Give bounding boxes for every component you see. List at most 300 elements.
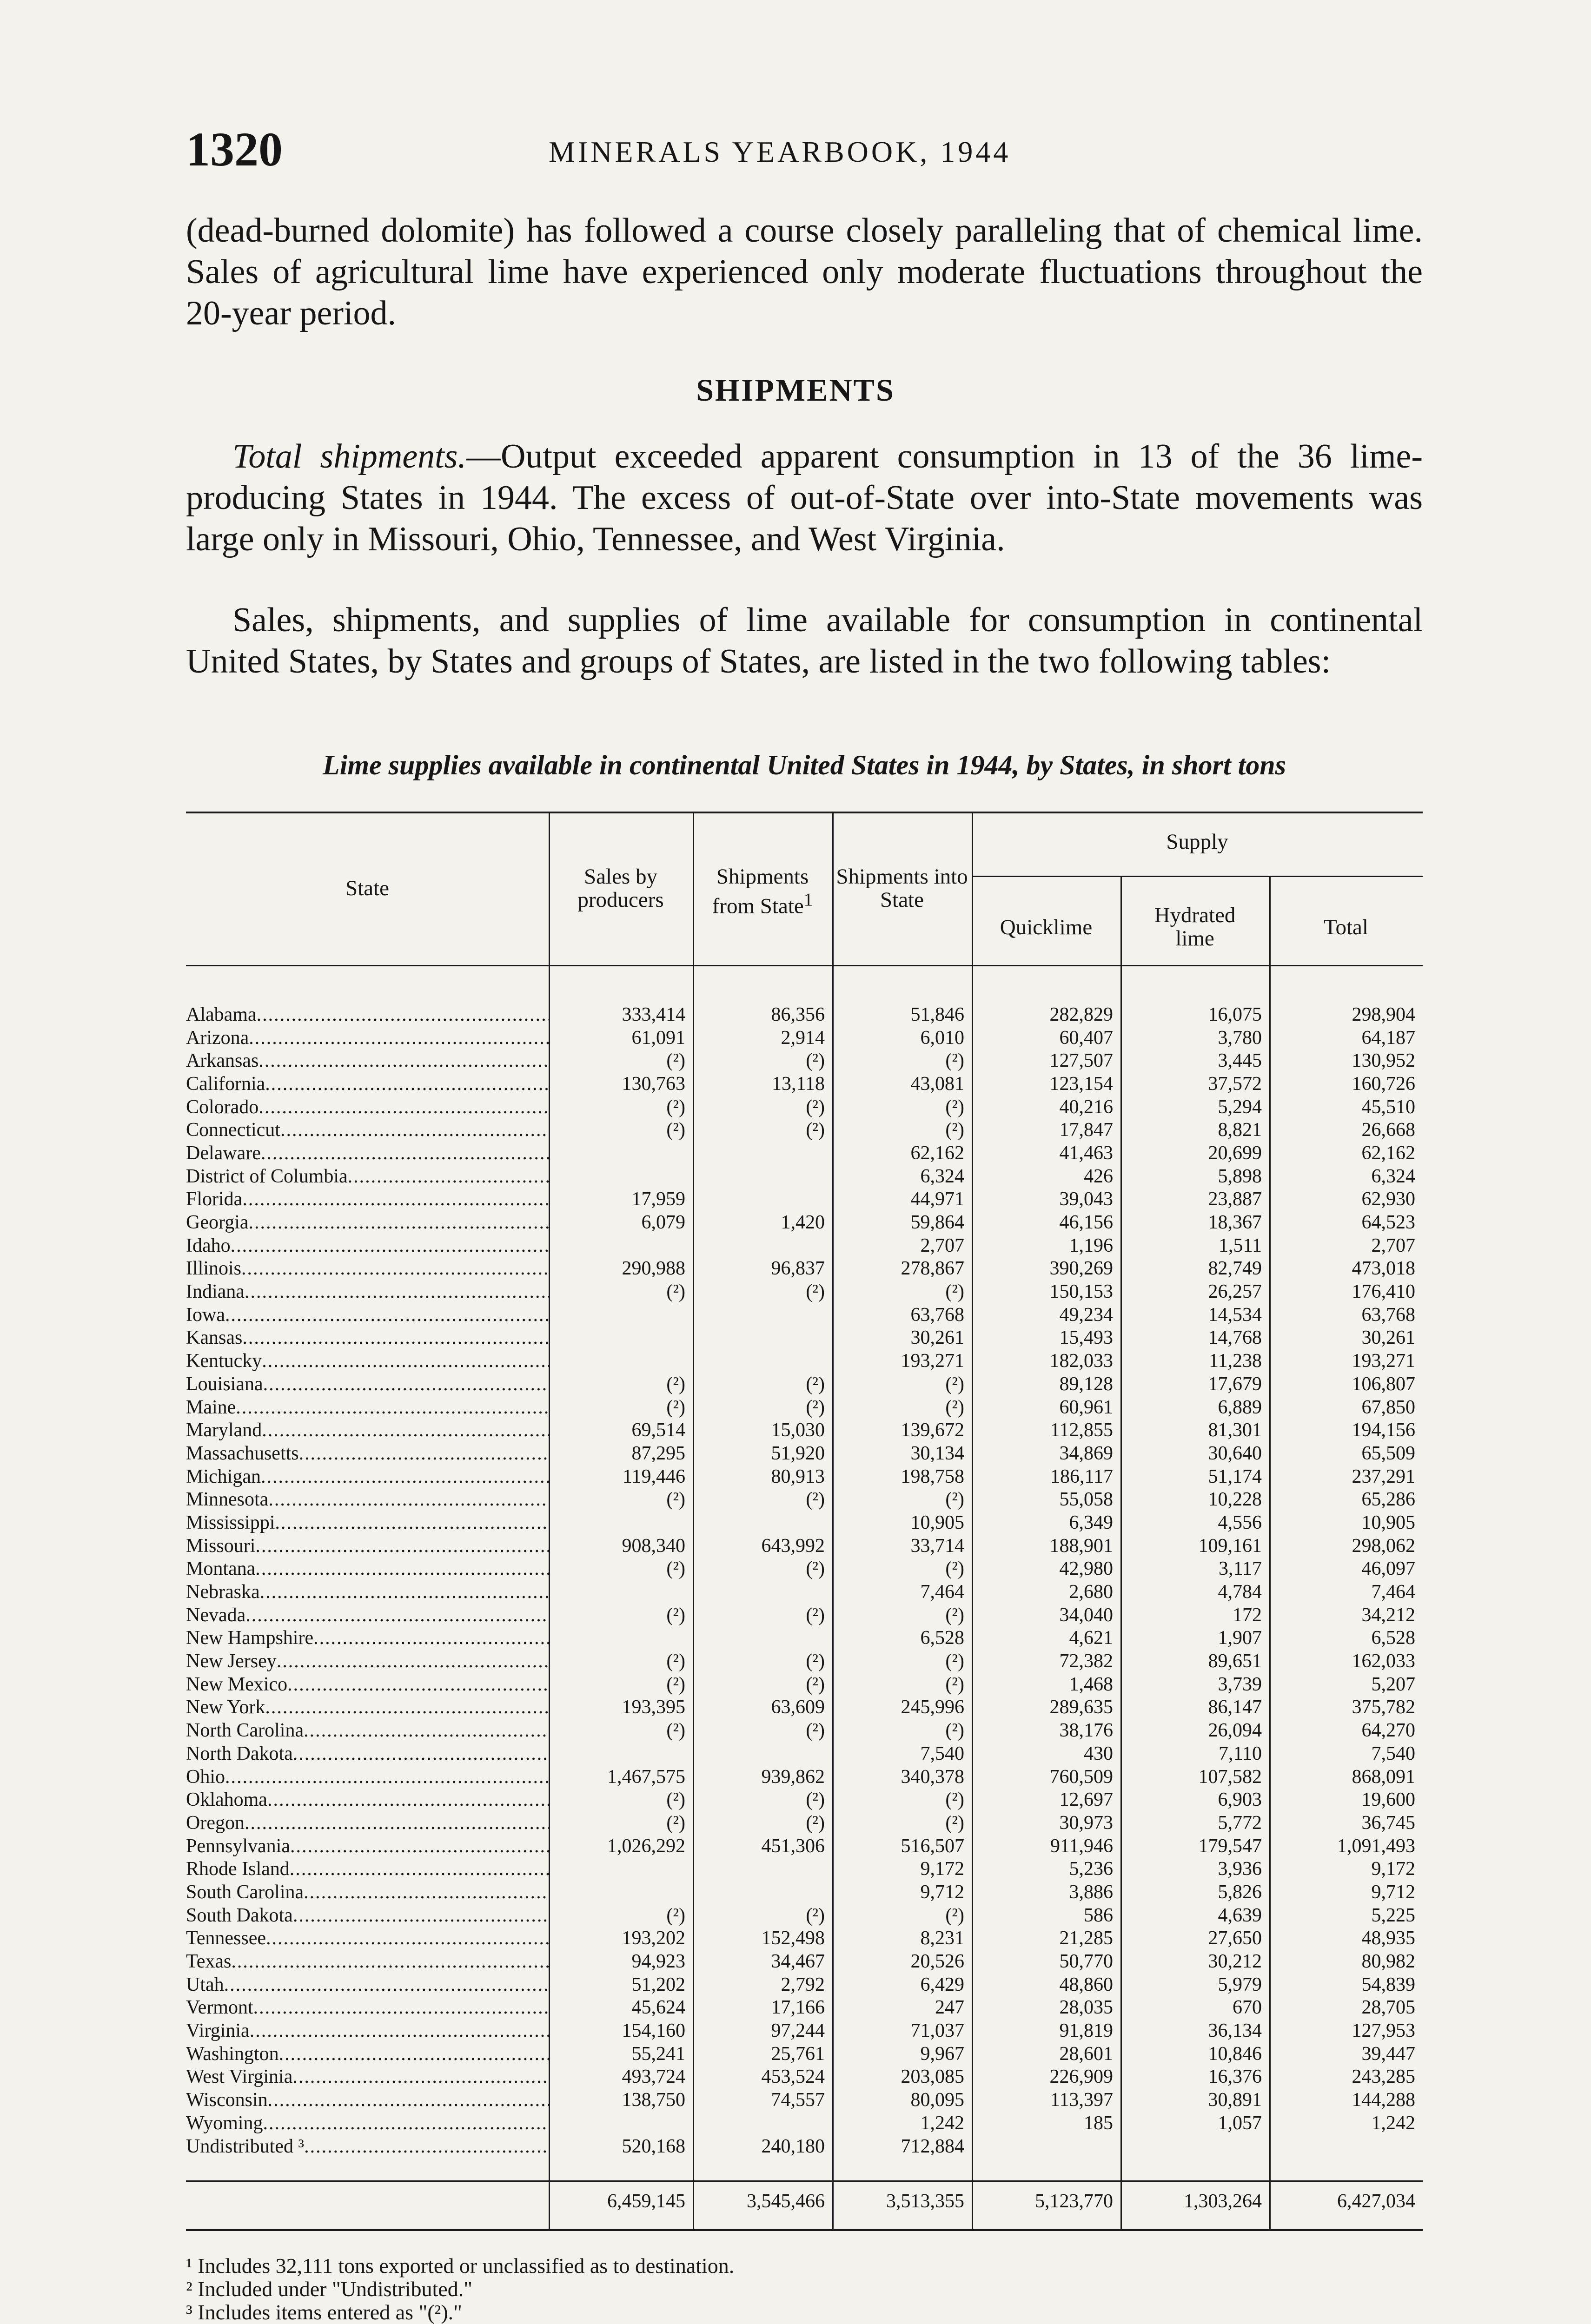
state-cell: Missouri ..... <box>186 1535 549 1557</box>
table-row <box>186 1742 1423 1765</box>
hydrated-cell: 670 <box>1233 1997 1262 2019</box>
hydrated-cell: 5,826 <box>1218 1881 1262 1903</box>
hydrated-cell: 86,147 <box>1208 1697 1262 1718</box>
state-cell: Arizona ..... <box>186 1027 549 1049</box>
table-row <box>186 1811 1423 1835</box>
state-cell: Maryland ..... <box>186 1419 549 1441</box>
hydrated-cell: 26,094 <box>1208 1720 1262 1742</box>
total-cell: 176,410 <box>1352 1281 1415 1303</box>
sales-cell: (²) <box>666 1281 685 1303</box>
total-cell: 80,982 <box>1361 1951 1415 1973</box>
quicklime-cell: 34,040 <box>1059 1604 1113 1626</box>
shipments-from-cell: 17,166 <box>771 1997 825 2019</box>
hydrated-cell: 5,294 <box>1218 1096 1262 1118</box>
total-cell: 9,712 <box>1371 1881 1415 1903</box>
sales-cell: 493,724 <box>622 2066 685 2088</box>
shipments-from-cell: 1,420 <box>781 1212 825 1234</box>
shipments-from-cell: 80,913 <box>771 1466 825 1487</box>
total-cell: 375,782 <box>1352 1697 1415 1718</box>
table-row <box>186 2019 1423 2042</box>
state-cell: Minnesota ..... <box>186 1488 549 1511</box>
header-shipments-from <box>695 865 830 918</box>
table-row <box>186 1465 1423 1488</box>
total-cell: 243,285 <box>1352 2066 1415 2088</box>
table-row <box>186 2112 1423 2135</box>
sales-cell: (²) <box>666 1904 685 1926</box>
shipments-into-cell: 8,231 <box>920 1928 964 1949</box>
sales-cell: 1,026,292 <box>607 1835 685 1857</box>
hydrated-cell: 30,891 <box>1208 2089 1262 2111</box>
shipments-into-cell: 7,464 <box>920 1581 964 1603</box>
state-cell: Utah ..... <box>186 1974 549 1996</box>
total-cell: 46,097 <box>1361 1558 1415 1580</box>
table-row <box>186 1488 1423 1511</box>
shipments-into-cell: (²) <box>945 1604 964 1626</box>
hydrated-cell: 10,846 <box>1208 2043 1262 2065</box>
table-row <box>186 1511 1423 1534</box>
shipments-into-cell: 7,540 <box>920 1743 964 1764</box>
table-row <box>186 1280 1423 1303</box>
total-cell: 19,600 <box>1361 1789 1415 1811</box>
state-cell: Georgia ..... <box>186 1211 549 1234</box>
sales-cell: 154,160 <box>622 2020 685 2042</box>
total-cell: 162,033 <box>1352 1651 1415 1672</box>
shipments-into-cell: (²) <box>945 1558 964 1580</box>
supply-rule <box>972 876 1423 877</box>
shipments-into-cell: (²) <box>945 1651 964 1672</box>
totals-row <box>186 2187 1423 2215</box>
hydrated-cell: 23,887 <box>1208 1188 1262 1210</box>
table-row <box>186 1118 1423 1142</box>
quicklime-cell: 6,349 <box>1069 1512 1113 1533</box>
sales-cell: 45,624 <box>631 1997 685 2019</box>
state-cell: Delaware ..... <box>186 1142 549 1164</box>
quicklime-cell: 760,509 <box>1049 1766 1113 1788</box>
shipments-from-cell: 15,030 <box>771 1419 825 1441</box>
quicklime-cell: 38,176 <box>1059 1720 1113 1742</box>
shipments-from-cell: (²) <box>806 1119 825 1141</box>
lime-supply-table <box>186 812 1423 2234</box>
quicklime-cell: 28,035 <box>1059 1997 1113 2019</box>
table-row <box>186 1142 1423 1165</box>
table-body <box>186 1003 1423 2158</box>
total-cell: 64,270 <box>1361 1720 1415 1742</box>
table-row <box>186 1927 1423 1950</box>
state-cell: Nebraska ..... <box>186 1581 549 1603</box>
quicklime-cell: 390,269 <box>1049 1258 1113 1280</box>
table-row <box>186 1788 1423 1811</box>
total-cell: 62,930 <box>1361 1188 1415 1210</box>
state-cell: Alabama ..... <box>186 1004 549 1026</box>
total-cell: 39,447 <box>1361 2043 1415 2065</box>
table-row <box>186 1026 1423 1050</box>
hydrated-cell: 1,907 <box>1218 1627 1262 1649</box>
hydrated-cell: 6,889 <box>1218 1396 1262 1418</box>
hydrated-cell: 11,238 <box>1209 1350 1262 1372</box>
shipments-into-cell: 71,037 <box>910 2020 964 2042</box>
shipments-from-cell: 13,118 <box>772 1073 825 1095</box>
sales-cell: 94,923 <box>631 1951 685 1973</box>
total-cell: 45,510 <box>1361 1096 1415 1118</box>
sales-cell: (²) <box>666 1673 685 1695</box>
quicklime-cell: 112,855 <box>1050 1419 1113 1441</box>
shipments-into-cell: 33,714 <box>910 1535 964 1557</box>
table-row <box>186 1003 1423 1026</box>
sales-cell: 138,750 <box>622 2089 685 2111</box>
sales-cell: 520,168 <box>622 2135 685 2157</box>
shipments-into-cell: (²) <box>945 1396 964 1418</box>
quicklime-cell: 430 <box>1084 1743 1113 1764</box>
sales-cell: 908,340 <box>622 1535 685 1557</box>
total-cell: 26,668 <box>1361 1119 1415 1141</box>
hydrated-cell: 107,582 <box>1198 1766 1262 1788</box>
quicklime-cell: 41,463 <box>1059 1142 1113 1164</box>
total-cell: 1,091,493 <box>1337 1835 1415 1857</box>
total-total: 6,427,034 <box>1337 2191 1415 2212</box>
quicklime-cell: 1,196 <box>1069 1235 1113 1256</box>
header-bottom-rule <box>186 965 1423 966</box>
table-row <box>186 1049 1423 1072</box>
sales-cell: (²) <box>666 1396 685 1418</box>
sales-cell: 193,202 <box>622 1928 685 1949</box>
shipments-from-cell: 240,180 <box>761 2135 825 2157</box>
table-row <box>186 1211 1423 1234</box>
shipments-from-cell: (²) <box>806 1096 825 1118</box>
table-row <box>186 1604 1423 1627</box>
sales-cell: (²) <box>666 1789 685 1811</box>
state-cell: Nevada ..... <box>186 1604 549 1626</box>
quicklime-cell: 60,961 <box>1059 1396 1113 1418</box>
state-cell: Washington ..... <box>186 2043 549 2065</box>
shipments-into-cell: 1,242 <box>920 2112 964 2134</box>
state-cell: Virginia ..... <box>186 2020 549 2042</box>
footnote-3: ³ Includes items entered as "(²)." <box>186 2300 462 2324</box>
sales-cell: (²) <box>666 1558 685 1580</box>
quicklime-cell: 5,236 <box>1069 1858 1113 1880</box>
total-cell: 62,162 <box>1361 1142 1415 1164</box>
shipments-from-cell: 51,920 <box>771 1442 825 1464</box>
sales-cell: 87,295 <box>631 1442 685 1464</box>
table-row <box>186 1096 1423 1119</box>
hydrated-cell: 14,768 <box>1208 1327 1262 1349</box>
total-quicklime: 5,123,770 <box>1035 2191 1113 2212</box>
state-cell: District of Columbia ..... <box>186 1165 549 1188</box>
table-row <box>186 1072 1423 1096</box>
state-cell: North Carolina ..... <box>186 1719 549 1742</box>
quicklime-cell: 1,468 <box>1069 1673 1113 1695</box>
state-cell: Oklahoma ..... <box>186 1789 549 1811</box>
shipments-into-cell: (²) <box>945 1720 964 1742</box>
shipments-into-cell: 139,672 <box>901 1419 964 1441</box>
paragraph-text: —Output exceeded apparent consumption in 13 of the 36 lime-producing States in 1944. The excess of out-of-State over into-State movements was large only in Missouri, Ohio, Tennessee, and West Virginia. <box>186 437 1423 558</box>
hydrated-cell: 3,780 <box>1218 1027 1262 1049</box>
state-cell: Rhode Island ..... <box>186 1858 549 1880</box>
paragraph-sales: Sales, shipments, and supplies of lime available for consumption in continental United States, by States and groups of States, are listed in the two following tables: <box>186 601 1423 680</box>
hydrated-cell: 6,903 <box>1218 1789 1262 1811</box>
shipments-from-cell: (²) <box>806 1789 825 1811</box>
quicklime-cell: 113,397 <box>1050 2089 1113 2111</box>
state-cell: Florida ..... <box>186 1188 549 1210</box>
table-row <box>186 1558 1423 1581</box>
table-row <box>186 1857 1423 1881</box>
sales-cell: (²) <box>666 1119 685 1141</box>
sales-cell: 193,395 <box>622 1697 685 1718</box>
total-cell: 63,768 <box>1361 1304 1415 1326</box>
sales-cell: (²) <box>666 1373 685 1395</box>
shipments-from-cell: 643,992 <box>761 1535 825 1557</box>
state-cell: Ohio ..... <box>186 1766 549 1788</box>
shipments-from-cell: (²) <box>806 1604 825 1626</box>
total-sales: 6,459,145 <box>607 2191 685 2212</box>
sales-cell: (²) <box>666 1604 685 1626</box>
total-cell: 10,905 <box>1361 1512 1415 1533</box>
quicklime-cell: 39,043 <box>1059 1188 1113 1210</box>
state-cell: Wyoming ..... <box>186 2112 549 2134</box>
total-cell: 2,707 <box>1371 1235 1415 1256</box>
table-row <box>186 1442 1423 1465</box>
table-row <box>186 1950 1423 1973</box>
quicklime-cell: 586 <box>1084 1904 1113 1926</box>
sales-cell: (²) <box>666 1050 685 1072</box>
total-cell: 473,018 <box>1352 1258 1415 1280</box>
header-supply: Supply <box>1166 830 1228 854</box>
sales-cell: (²) <box>666 1720 685 1742</box>
running-title: MINERALS YEARBOOK, 1944 <box>549 135 1011 168</box>
table-row <box>186 2088 1423 2112</box>
quicklime-cell: 30,973 <box>1059 1812 1113 1834</box>
header-shipments-into: Shipments into State <box>836 865 968 912</box>
state-cell: Idaho ..... <box>186 1235 549 1257</box>
shipments-from-cell: (²) <box>806 1281 825 1303</box>
table-row <box>186 1303 1423 1327</box>
shipments-into-cell: (²) <box>945 1281 964 1303</box>
header-total: Total <box>1324 915 1368 939</box>
total-cell: 7,464 <box>1371 1581 1415 1603</box>
shipments-into-cell: 6,010 <box>920 1027 964 1049</box>
shipments-into-cell: 516,507 <box>901 1835 964 1857</box>
quicklime-cell: 34,869 <box>1059 1442 1113 1464</box>
total-cell: 868,091 <box>1352 1766 1415 1788</box>
state-cell: Tennessee ..... <box>186 1927 549 1949</box>
quicklime-cell: 226,909 <box>1049 2066 1113 2088</box>
table-top-rule <box>186 812 1423 813</box>
state-cell: South Dakota ..... <box>186 1904 549 1927</box>
quicklime-cell: 49,234 <box>1059 1304 1113 1326</box>
quicklime-cell: 50,770 <box>1059 1951 1113 1973</box>
shipments-into-cell: 2,707 <box>920 1235 964 1256</box>
shipments-into-cell: 62,162 <box>910 1142 964 1164</box>
quicklime-cell: 282,829 <box>1049 1004 1113 1025</box>
state-cell: North Dakota ..... <box>186 1743 549 1765</box>
hydrated-cell: 4,556 <box>1218 1512 1262 1533</box>
quicklime-cell: 188,901 <box>1049 1535 1113 1557</box>
hydrated-cell: 89,651 <box>1208 1651 1262 1672</box>
shipments-into-cell: 43,081 <box>910 1073 964 1095</box>
shipments-from-cell: 451,306 <box>761 1835 825 1857</box>
hydrated-cell: 5,979 <box>1218 1974 1262 1995</box>
shipments-from-cell: 34,467 <box>771 1951 825 1973</box>
quicklime-cell: 91,819 <box>1059 2020 1113 2042</box>
quicklime-cell: 12,697 <box>1059 1789 1113 1811</box>
total-cell: 30,261 <box>1361 1327 1415 1349</box>
hydrated-cell: 172 <box>1233 1604 1262 1626</box>
table-caption: Lime supplies available in continental United States in 1944, by States, in short tons <box>323 750 1286 780</box>
table-row <box>186 1373 1423 1396</box>
sales-cell: (²) <box>666 1812 685 1834</box>
shipments-from-cell: 63,609 <box>771 1697 825 1718</box>
hydrated-cell: 81,301 <box>1208 1419 1262 1441</box>
total-cell: 298,062 <box>1352 1535 1415 1557</box>
shipments-from-cell: (²) <box>806 1558 825 1580</box>
hydrated-cell: 10,228 <box>1208 1489 1262 1511</box>
total-from: 3,545,466 <box>747 2191 825 2212</box>
table-row <box>186 2042 1423 2066</box>
quicklime-cell: 123,154 <box>1049 1073 1113 1095</box>
total-cell: 144,288 <box>1352 2089 1415 2111</box>
hydrated-cell: 14,534 <box>1208 1304 1262 1326</box>
table-row <box>186 1419 1423 1442</box>
state-cell: Iowa ..... <box>186 1304 549 1326</box>
sales-cell: 69,514 <box>631 1419 685 1441</box>
hydrated-cell: 3,936 <box>1218 1858 1262 1880</box>
state-cell: Arkansas ..... <box>186 1050 549 1072</box>
hydrated-cell: 51,174 <box>1208 1466 1262 1487</box>
sales-cell: 290,988 <box>622 1258 685 1280</box>
state-cell: Mississippi ..... <box>186 1512 549 1534</box>
table-row <box>186 2066 1423 2089</box>
header-quicklime: Quicklime <box>1000 915 1093 939</box>
table-row <box>186 1696 1423 1719</box>
quicklime-cell: 289,635 <box>1049 1697 1113 1718</box>
shipments-into-cell: (²) <box>945 1050 964 1072</box>
state-cell: Louisiana ..... <box>186 1373 549 1395</box>
hydrated-cell: 5,772 <box>1218 1812 1262 1834</box>
quicklime-cell: 3,886 <box>1069 1881 1113 1903</box>
total-cell: 48,935 <box>1361 1928 1415 1949</box>
shipments-from-cell: 453,524 <box>761 2066 825 2088</box>
shipments-from-cell: (²) <box>806 1373 825 1395</box>
shipments-from-cell: (²) <box>806 1720 825 1742</box>
table-row <box>186 1396 1423 1419</box>
shipments-into-cell: (²) <box>945 1812 964 1834</box>
quicklime-cell: 2,680 <box>1069 1581 1113 1603</box>
hydrated-cell: 37,572 <box>1208 1073 1262 1095</box>
quicklime-cell: 127,507 <box>1049 1050 1113 1072</box>
sales-cell: 1,467,575 <box>607 1766 685 1788</box>
quicklime-cell: 89,128 <box>1059 1373 1113 1395</box>
shipments-into-cell: 9,712 <box>920 1881 964 1903</box>
shipments-into-cell: (²) <box>945 1119 964 1141</box>
hydrated-cell: 20,699 <box>1208 1142 1262 1164</box>
quicklime-cell: 40,216 <box>1059 1096 1113 1118</box>
table-row <box>186 1257 1423 1281</box>
total-cell: 6,324 <box>1371 1165 1415 1187</box>
footnotes <box>186 2254 734 2324</box>
hydrated-cell: 36,134 <box>1208 2020 1262 2042</box>
total-into: 3,513,355 <box>886 2191 964 2212</box>
shipments-into-cell: 59,864 <box>910 1212 964 1234</box>
hydrated-cell: 8,821 <box>1218 1119 1262 1141</box>
hydrated-cell: 30,212 <box>1208 1951 1262 1973</box>
state-cell: California ..... <box>186 1073 549 1095</box>
total-cell: 160,726 <box>1352 1073 1415 1095</box>
quicklime-cell: 186,117 <box>1050 1466 1113 1487</box>
total-cell: 1,242 <box>1371 2112 1415 2134</box>
shipments-into-cell: 9,172 <box>920 1858 964 1880</box>
quicklime-cell: 60,407 <box>1059 1027 1113 1049</box>
state-cell: Michigan ..... <box>186 1466 549 1488</box>
table-row <box>186 1188 1423 1211</box>
shipments-into-cell: 712,884 <box>901 2135 964 2157</box>
state-cell: Illinois ..... <box>186 1257 549 1280</box>
sales-cell: 51,202 <box>631 1974 685 1995</box>
quicklime-cell: 185 <box>1084 2112 1113 2134</box>
total-cell: 36,745 <box>1361 1812 1415 1834</box>
hydrated-cell: 16,075 <box>1208 1004 1262 1025</box>
shipments-into-cell: (²) <box>945 1489 964 1511</box>
state-cell: Vermont ..... <box>186 1996 549 2019</box>
shipments-from-cell: 2,792 <box>781 1974 825 1995</box>
shipments-from-cell: 25,761 <box>771 2043 825 2065</box>
total-cell: 298,904 <box>1352 1004 1415 1025</box>
state-cell: Pennsylvania ..... <box>186 1835 549 1857</box>
footnote-1: ¹ Includes 32,111 tons exported or unclassified as to destination. <box>186 2254 735 2278</box>
table-row <box>186 1765 1423 1789</box>
table-row <box>186 1580 1423 1604</box>
shipments-into-cell: (²) <box>945 1373 964 1395</box>
total-cell: 5,207 <box>1371 1673 1415 1695</box>
table-row <box>186 2135 1423 2158</box>
shipments-into-cell: (²) <box>945 1096 964 1118</box>
quicklime-cell: 150,153 <box>1049 1281 1113 1303</box>
state-cell: West Virginia ..... <box>186 2066 549 2088</box>
total-cell: 9,172 <box>1371 1858 1415 1880</box>
table-row <box>186 1627 1423 1650</box>
shipments-into-cell: 80,095 <box>910 2089 964 2111</box>
table-row <box>186 1881 1423 1904</box>
state-cell: Massachusetts ..... <box>186 1442 549 1465</box>
state-cell: New Mexico ..... <box>186 1673 549 1696</box>
total-cell: 64,187 <box>1361 1027 1415 1049</box>
total-cell: 127,953 <box>1352 2020 1415 2042</box>
table-bottom-rule <box>186 2229 1423 2231</box>
shipments-into-cell: 278,867 <box>901 1258 964 1280</box>
quicklime-cell: 48,860 <box>1059 1974 1113 1995</box>
shipments-into-cell: (²) <box>945 1673 964 1695</box>
quicklime-cell: 4,621 <box>1069 1627 1113 1649</box>
shipments-into-cell: 30,261 <box>910 1327 964 1349</box>
shipments-from-cell: (²) <box>806 1673 825 1695</box>
hydrated-cell: 1,057 <box>1218 2112 1262 2134</box>
hydrated-cell: 3,739 <box>1218 1673 1262 1695</box>
section-heading: SHIPMENTS <box>696 372 895 408</box>
header-hydrated: Hydrated lime <box>1154 903 1236 951</box>
shipments-into-cell: 6,429 <box>920 1974 964 1995</box>
table-row <box>186 1650 1423 1673</box>
page-number: 1320 <box>186 123 283 176</box>
state-cell: Montana ..... <box>186 1558 549 1580</box>
quicklime-cell: 55,058 <box>1059 1489 1113 1511</box>
state-cell: Undistributed ³ ..... <box>186 2135 549 2158</box>
shipments-into-cell: 9,967 <box>920 2043 964 2065</box>
footnote-marker: 1 <box>803 890 813 910</box>
shipments-into-cell: 6,324 <box>920 1165 964 1187</box>
state-cell: New York ..... <box>186 1696 549 1718</box>
sales-cell: (²) <box>666 1651 685 1672</box>
hydrated-cell: 3,117 <box>1219 1558 1262 1580</box>
page-header <box>186 122 1418 176</box>
shipments-into-cell: 340,378 <box>901 1766 964 1788</box>
